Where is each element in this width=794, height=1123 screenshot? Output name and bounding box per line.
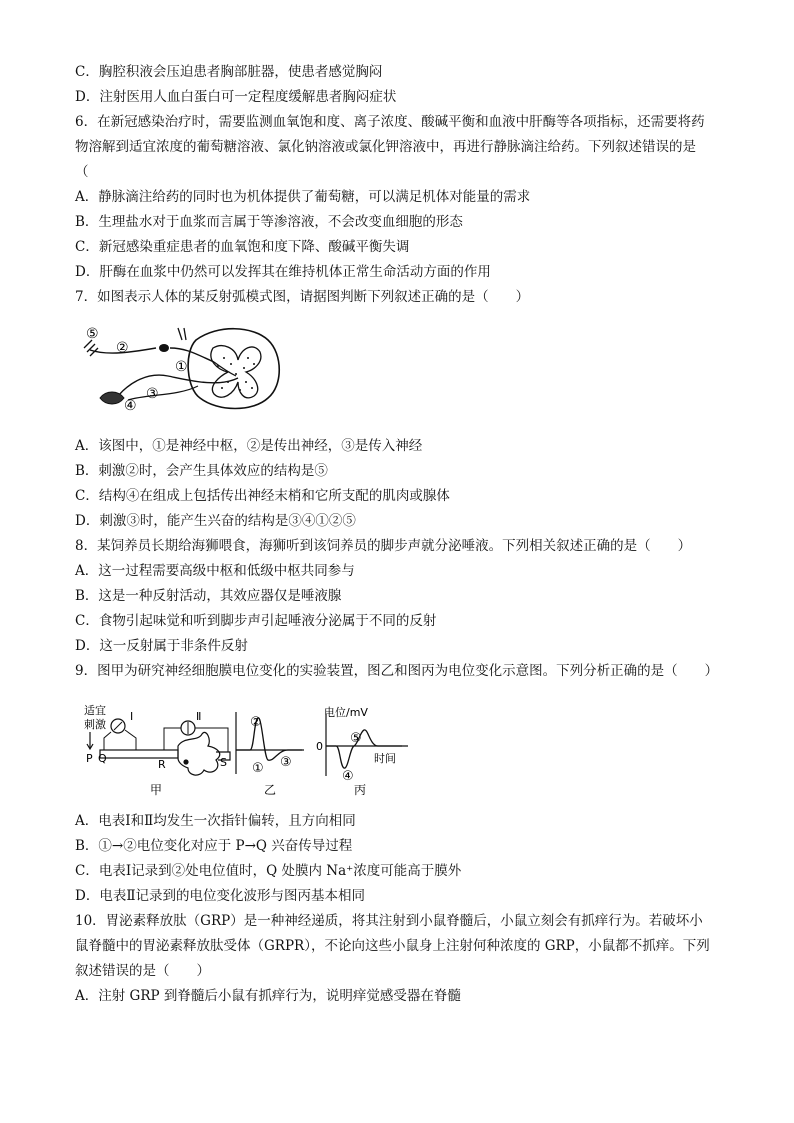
yi-label-2: ② (250, 715, 262, 730)
label-5: ⑤ (86, 326, 99, 342)
bing-yaxis-label: 电位/mV (324, 706, 368, 719)
membrane-potential-figure (78, 702, 418, 802)
neuron-body (178, 732, 220, 775)
reflex-arc-figure (78, 318, 296, 418)
q5-option-d: D．注射医用人血白蛋白可一定程度缓解患者胸闷症状 (75, 89, 397, 105)
caption-jia: 甲 (150, 783, 163, 797)
point-q: Q (98, 752, 107, 765)
q6-option-d: D．肝酶在血浆中仍然可以发挥其在维持机体正常生命活动方面的作用 (75, 264, 491, 280)
q6-stem-line1: 6．在新冠感染治疗时，需要监测血氧饱和度、离子浓度、酸碱平衡和血液中肝酶等各项指标，还需要将药 (75, 114, 705, 130)
q9-option-c: C．电表Ⅰ记录到②处电位值时，Q 处膜内 Na⁺浓度可能高于膜外 (75, 863, 462, 879)
q10-stem-line2: 鼠脊髓中的胃泌素释放肽受体（GRPR），不论向这些小鼠身上注射何种浓度的 GRP，小鼠都不抓痒。下列 (75, 938, 710, 954)
axon (100, 750, 178, 758)
q8-option-b: B．这是一种反射活动，其效应器仅是唾液腺 (75, 588, 342, 604)
q7-option-c: C．结构④在组成上包括传出神经末梢和它所支配的肌肉或腺体 (75, 488, 450, 504)
q6-option-a: A．静脉滴注给药的同时也为机体提供了葡萄糖，可以满足机体对能量的需求 (75, 189, 531, 205)
q8-option-c: C．食物引起味觉和听到脚步声引起唾液分泌属于不同的反射 (75, 613, 437, 629)
point-r: R (158, 758, 166, 771)
label-1: ① (175, 359, 188, 375)
label-3: ③ (146, 386, 159, 402)
yi-label-3: ③ (280, 755, 292, 770)
stimulus-label-2: 刺激 (84, 718, 106, 731)
q10-option-a: A．注射 GRP 到脊髓后小鼠有抓痒行为，说明痒觉感受器在脊髓 (75, 988, 461, 1004)
receptor-skin (84, 340, 98, 356)
meter-1-label: I (130, 710, 134, 723)
bing-label-5: ⑤ (350, 731, 362, 746)
caption-bing: 丙 (354, 783, 367, 797)
label-4: ④ (124, 398, 137, 414)
q6-stem-line3: （ (75, 164, 89, 180)
q6-option-b: B．生理盐水对于血浆而言属于等渗溶液，不会改变血细胞的形态 (75, 214, 463, 230)
q8-option-a: A．这一过程需要高级中枢和低级中枢共同参与 (75, 563, 355, 579)
q10-stem-line3: 叙述错误的是（ ） (75, 963, 210, 979)
q9-stem: 9．图甲为研究神经细胞膜电位变化的实验装置，图乙和图丙为电位变化示意图。下列分析正确的是（ ） (75, 663, 719, 679)
bing-zero: 0 (316, 740, 323, 753)
yi-trace (236, 718, 302, 760)
q9-option-a: A．电表Ⅰ和Ⅱ均发生一次指针偏转，且方向相同 (75, 813, 356, 829)
point-p: P (86, 752, 93, 765)
grey-matter (211, 346, 261, 398)
q8-option-d: D．这一反射属于非条件反射 (75, 638, 248, 654)
q7-option-a: A．该图中，①是神经中枢，②是传出神经，③是传入神经 (75, 438, 423, 454)
q7-stem: 7．如图表示人体的某反射弧模式图，请据图判断下列叙述正确的是（ ） (75, 289, 530, 305)
bing-axis (326, 714, 408, 776)
q7-option-b: B．刺激②时，会产生具体效应的结构是⑤ (75, 463, 328, 479)
nucleus (183, 759, 188, 764)
meter-2-label: Ⅱ (196, 710, 202, 723)
yi-axis (236, 712, 304, 774)
point-s: S (220, 756, 227, 769)
q6-option-c: C．新冠感染重症患者的血氧饱和度下降、酸碱平衡失调 (75, 239, 410, 255)
caption-yi: 乙 (264, 783, 277, 797)
stimulus-label-1: 适宜 (84, 704, 106, 717)
q6-stem-line2: 物溶解到适宜浓度的葡萄糖溶液、氯化钠溶液或氯化钾溶液中，再进行静脉滴注给药。下列叙述错误的是 (75, 139, 696, 155)
q7-option-d: D．刺激③时，能产生兴奋的结构是③④①②⑤ (75, 513, 356, 529)
q9-option-d: D．电表Ⅱ记录到的电位变化波形与图丙基本相同 (75, 888, 365, 904)
q5-option-c: C．胸腔积液会压迫患者胸部脏器，使患者感觉胸闷 (75, 64, 383, 80)
q10-stem-line1: 10．胃泌素释放肽（GRP）是一种神经递质，将其注射到小鼠脊髓后，小鼠立刻会有抓痒行为。若破坏小 (75, 913, 703, 929)
bing-xaxis-label: 时间 (374, 752, 396, 765)
bing-label-4: ④ (342, 769, 354, 784)
q9-option-b: B．①→②电位变化对应于 P→Q 兴奋传导过程 (75, 838, 353, 854)
q8-stem: 8．某饲养员长期给海狮喂食，海狮听到该饲养员的脚步声就分泌唾液。下列相关叙述正确的是（ ） (75, 538, 692, 554)
ganglion (159, 344, 169, 352)
spinal-cord-outline (188, 329, 279, 409)
yi-label-1: ① (252, 761, 264, 776)
label-2: ② (116, 340, 129, 356)
